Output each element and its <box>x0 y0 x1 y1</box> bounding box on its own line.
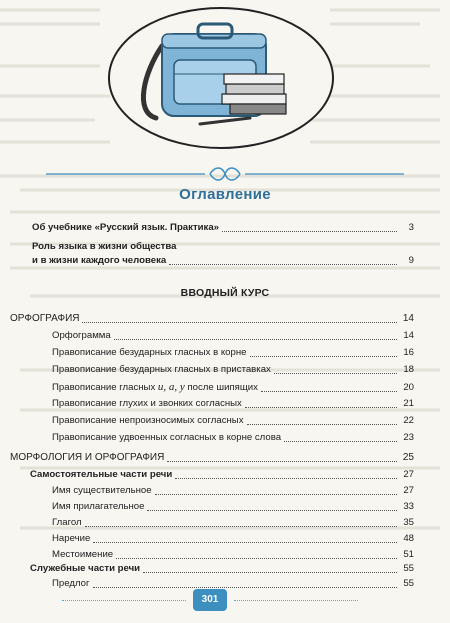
toc-entry-voiced-voiceless[interactable] <box>52 398 414 410</box>
toc-entry-text: и в жизни каждого человека <box>32 255 167 266</box>
toc-entry-text: Правописание удвоенных согласных в корне слова <box>52 432 282 443</box>
toc-entry-text: Об учебнике «Русский язык. Практика» <box>32 222 220 233</box>
toc-entry-orthogram[interactable] <box>52 330 414 342</box>
toc-entry-text: Самостоятельные части речи <box>30 469 173 480</box>
leader-dots <box>147 510 397 511</box>
toc-entry-text-after: после шипящих <box>184 382 258 393</box>
page-number-badge: 301 <box>193 589 227 611</box>
toc-page-number: 48 <box>403 533 414 544</box>
footer-divider-left <box>62 600 186 601</box>
toc-page-number: 35 <box>403 517 414 528</box>
school-bag-illustration <box>104 2 338 152</box>
toc-page-number: 18 <box>403 364 414 375</box>
toc-entry-text: Служебные части речи <box>30 563 141 574</box>
toc-entry-text: Имя существительное <box>52 485 152 496</box>
toc-page-number: 23 <box>403 432 414 443</box>
toc-entry-unpronounceable[interactable] <box>52 415 414 427</box>
toc-entry-independent-parts[interactable] <box>30 469 414 481</box>
toc-entry-adjective[interactable] <box>52 501 414 513</box>
toc-page-number: 55 <box>403 563 414 574</box>
toc-page-number: 33 <box>403 501 414 512</box>
footer-divider-right <box>234 600 358 601</box>
leader-dots <box>169 264 397 265</box>
leader-dots <box>245 407 397 408</box>
leader-dots <box>85 526 397 527</box>
toc-entry-text: Глагол <box>52 517 82 528</box>
leader-dots <box>250 356 398 357</box>
toc-entry-text: Правописание глухих и звонких согласных <box>52 398 242 409</box>
toc-entry-about-textbook[interactable] <box>32 222 414 234</box>
leader-dots <box>274 373 397 374</box>
toc-page-number: 14 <box>403 330 414 341</box>
leader-dots <box>116 558 397 559</box>
toc-entry-text: Правописание безударных гласных в корне <box>52 347 247 358</box>
leader-dots <box>284 441 397 442</box>
leader-dots <box>175 478 397 479</box>
leader-dots <box>222 231 397 232</box>
toc-entry-noun[interactable] <box>52 485 414 497</box>
toc-entry-unstressed-root[interactable] <box>52 347 414 359</box>
toc-entry-morphology[interactable] <box>10 452 414 464</box>
toc-page-number: 55 <box>403 578 414 589</box>
leader-dots <box>143 572 397 573</box>
toc-page-number: 20 <box>403 382 414 393</box>
toc-entry-vowels-after-sibilants[interactable] <box>52 381 414 394</box>
ornament-divider <box>40 164 410 184</box>
toc-page-number: 14 <box>402 313 414 324</box>
toc-entry-verb[interactable] <box>52 517 414 529</box>
leader-dots <box>247 424 398 425</box>
toc-page-number: 16 <box>403 347 414 358</box>
toc-entry-text-before: Правописание гласных <box>52 382 158 393</box>
toc-page-number: 27 <box>403 485 414 496</box>
leader-dots <box>167 461 397 462</box>
toc-page-number: 25 <box>402 452 414 463</box>
toc-entry-orthography[interactable] <box>10 313 414 325</box>
toc-page-number: 3 <box>408 222 414 233</box>
toc-entry-italic-letters: и, а, у <box>157 381 185 393</box>
toc-entry-text: Имя прилагательное <box>52 501 145 512</box>
leader-dots <box>93 542 397 543</box>
toc-entry-text: Орфограмма <box>52 330 111 341</box>
toc-entry-text: Наречие <box>52 533 91 544</box>
toc-entry-text: МОРФОЛОГИЯ И ОРФОГРАФИЯ <box>10 452 165 463</box>
toc-entry-text: Местоимение <box>52 549 114 560</box>
toc-entry-text: Правописание непроизносимых согласных <box>52 415 244 426</box>
toc-entry-role-of-language-line1: Роль языка в жизни общества <box>32 241 177 252</box>
toc-entry-text: Предлог <box>52 578 90 589</box>
toc-page-number: 27 <box>403 469 414 480</box>
toc-page-number: 22 <box>403 415 414 426</box>
leader-dots <box>114 339 397 340</box>
toc-entry-text <box>52 381 258 394</box>
leader-dots <box>93 587 398 588</box>
toc-entry-auxiliary-parts[interactable] <box>30 563 414 575</box>
leader-dots <box>261 391 397 392</box>
books-icon <box>222 74 286 114</box>
toc-entry-unstressed-prefix[interactable] <box>52 364 414 376</box>
toc-page-number: 9 <box>408 255 414 266</box>
toc-entry-preposition[interactable] <box>52 578 414 590</box>
toc-entry-role-of-language[interactable] <box>32 255 414 267</box>
toc-page-number: 21 <box>403 398 414 409</box>
toc-entry-double-consonants[interactable] <box>52 432 414 444</box>
toc-page-number: 51 <box>403 549 414 560</box>
toc-entry-text: ОРФОГРАФИЯ <box>10 313 80 324</box>
toc-entry-adverb[interactable] <box>52 533 414 545</box>
leader-dots <box>155 494 397 495</box>
toc-entry-pronoun[interactable] <box>52 549 414 561</box>
section-heading-intro-course: ВВОДНЫЙ КУРС <box>180 287 270 299</box>
toc-title: Оглавление <box>179 186 271 203</box>
toc-entry-text: Правописание безударных гласных в приставках <box>52 364 271 375</box>
leader-dots <box>82 322 397 323</box>
